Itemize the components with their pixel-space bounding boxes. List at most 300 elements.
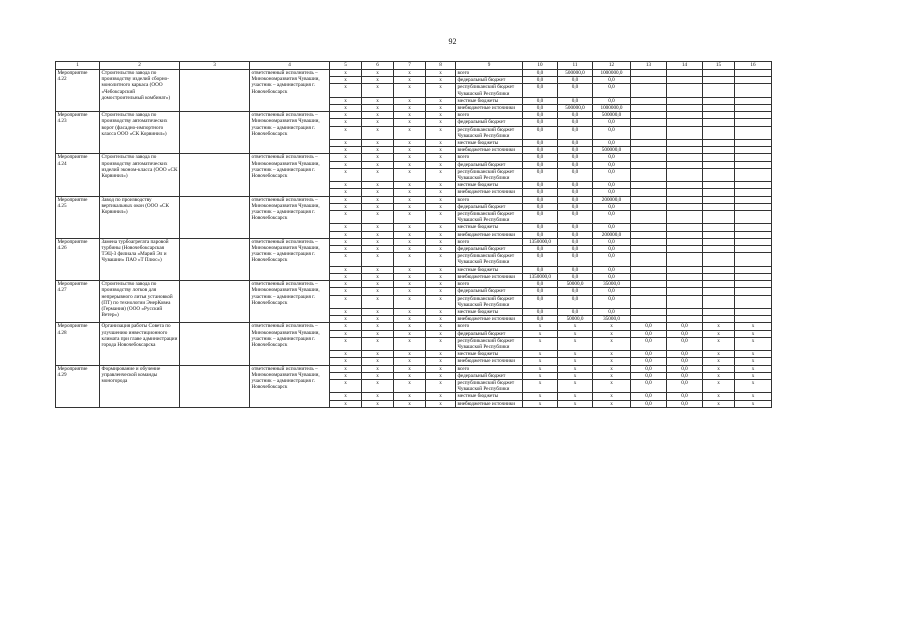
value-cell	[735, 266, 772, 273]
value-cell	[631, 308, 667, 315]
code-mark: х	[394, 112, 426, 119]
code-mark: х	[426, 295, 456, 308]
value-cell: 0,0	[593, 253, 631, 266]
value-cell: 0,0	[523, 154, 558, 161]
value-cell: 0,0	[593, 126, 631, 139]
code-mark: х	[394, 323, 426, 330]
code-mark: х	[330, 140, 362, 147]
value-cell	[735, 253, 772, 266]
code-mark: х	[330, 211, 362, 224]
code-mark: х	[394, 330, 426, 337]
value-cell: х	[593, 393, 631, 400]
value-cell: х	[735, 393, 772, 400]
value-cell: 0,0	[593, 84, 631, 97]
value-cell: х	[703, 393, 735, 400]
event-responsible: ответственный исполнитель – Минэкономразвития Чувашии, участник – администрация г. Новочебоксарск	[250, 112, 330, 154]
code-mark: х	[426, 372, 456, 379]
column-number-9: 9	[456, 62, 523, 70]
code-mark: х	[330, 288, 362, 295]
code-mark: х	[362, 119, 394, 126]
code-mark: х	[362, 295, 394, 308]
code-mark: х	[330, 308, 362, 315]
funding-source: местные бюджеты	[456, 393, 523, 400]
code-mark: х	[426, 119, 456, 126]
value-cell	[667, 126, 703, 139]
value-cell: 0,0	[558, 168, 593, 181]
code-mark: х	[330, 323, 362, 330]
table-row	[56, 196, 772, 203]
code-mark: х	[330, 112, 362, 119]
code-mark: х	[330, 168, 362, 181]
event-id: Мероприятие 4.23	[56, 112, 100, 154]
funding-source: федеральный бюджет	[456, 119, 523, 126]
value-cell: 0,0	[593, 154, 631, 161]
value-cell	[703, 77, 735, 84]
code-mark: х	[426, 189, 456, 196]
value-cell	[703, 253, 735, 266]
code-mark: х	[330, 196, 362, 203]
code-mark: х	[426, 196, 456, 203]
code-mark: х	[426, 105, 456, 112]
code-mark: х	[394, 246, 426, 253]
event-empty-col	[180, 196, 250, 238]
table-row	[56, 112, 772, 119]
value-cell: х	[523, 372, 558, 379]
value-cell: 1350000,0	[523, 273, 558, 280]
column-number-3: 3	[180, 62, 250, 70]
value-cell	[667, 203, 703, 210]
code-mark: х	[394, 266, 426, 273]
value-cell	[631, 84, 667, 97]
code-mark: х	[362, 372, 394, 379]
code-mark: х	[394, 253, 426, 266]
funding-source: всего	[456, 154, 523, 161]
funding-source: республиканский бюджет Чувашской Республики	[456, 84, 523, 97]
value-cell	[735, 224, 772, 231]
value-cell: 500000,0	[593, 147, 631, 154]
code-mark: х	[362, 323, 394, 330]
funding-source: всего	[456, 238, 523, 245]
value-cell	[667, 196, 703, 203]
event-name: Завод по производству вертикальных окон (ООО «СК Корвинил»)	[100, 196, 180, 238]
value-cell	[735, 70, 772, 77]
code-mark: х	[362, 246, 394, 253]
table-row	[56, 238, 772, 245]
value-cell: х	[558, 372, 593, 379]
code-mark: х	[394, 308, 426, 315]
value-cell	[667, 253, 703, 266]
code-mark: х	[394, 231, 426, 238]
value-cell	[703, 70, 735, 77]
value-cell	[735, 112, 772, 119]
funding-source: республиканский бюджет Чувашской Республики	[456, 168, 523, 181]
value-cell	[735, 77, 772, 84]
value-cell: х	[703, 372, 735, 379]
value-cell: 50000,0	[558, 281, 593, 288]
column-number-2: 2	[100, 62, 180, 70]
value-cell: 0,0	[558, 119, 593, 126]
value-cell: х	[593, 358, 631, 365]
value-cell	[631, 112, 667, 119]
code-mark: х	[394, 372, 426, 379]
code-mark: х	[394, 224, 426, 231]
value-cell	[735, 126, 772, 139]
value-cell: 0,0	[558, 308, 593, 315]
value-cell: 0,0	[523, 295, 558, 308]
code-mark: х	[330, 337, 362, 350]
value-cell: 0,0	[523, 140, 558, 147]
code-mark: х	[330, 351, 362, 358]
value-cell	[735, 161, 772, 168]
funding-source: внебюджетные источники	[456, 316, 523, 323]
value-cell	[667, 246, 703, 253]
event-id: Мероприятие 4.22	[56, 70, 100, 112]
value-cell: 0,0	[523, 316, 558, 323]
code-mark: х	[330, 77, 362, 84]
value-cell	[631, 126, 667, 139]
table-body	[56, 70, 772, 408]
column-number-16: 16	[735, 62, 772, 70]
value-cell: 0,0	[667, 379, 703, 392]
value-cell	[703, 266, 735, 273]
value-cell: х	[735, 323, 772, 330]
value-cell: 0,0	[667, 337, 703, 350]
value-cell	[667, 84, 703, 97]
value-cell: х	[703, 358, 735, 365]
value-cell	[667, 224, 703, 231]
value-cell: 0,0	[558, 273, 593, 280]
value-cell: 0,0	[593, 182, 631, 189]
code-mark: х	[426, 358, 456, 365]
code-mark: х	[330, 161, 362, 168]
value-cell: х	[593, 365, 631, 372]
value-cell	[631, 231, 667, 238]
value-cell: 0,0	[558, 126, 593, 139]
table-row	[56, 154, 772, 161]
value-cell: х	[523, 400, 558, 407]
value-cell	[703, 273, 735, 280]
value-cell: х	[735, 351, 772, 358]
event-name: Организация работы Совета по улучшению инвестиционного климата при главе администрации города Новочебоксарска	[100, 323, 180, 365]
code-mark: х	[394, 288, 426, 295]
event-name: Строительство завода по производству автоматических ворот (фасадно-импортного класса ООО «СК Корвинил»)	[100, 112, 180, 154]
code-mark: х	[426, 70, 456, 77]
funding-source: всего	[456, 281, 523, 288]
event-responsible: ответственный исполнитель – Минэкономразвития Чувашии, участник – администрация г. Новочебоксарск	[250, 238, 330, 280]
value-cell	[703, 168, 735, 181]
code-mark: х	[362, 211, 394, 224]
code-mark: х	[362, 168, 394, 181]
value-cell: 0,0	[558, 77, 593, 84]
code-mark: х	[394, 189, 426, 196]
value-cell	[667, 288, 703, 295]
funding-source: внебюджетные источники	[456, 273, 523, 280]
value-cell: 0,0	[631, 393, 667, 400]
funding-source: федеральный бюджет	[456, 203, 523, 210]
value-cell	[703, 281, 735, 288]
code-mark: х	[330, 97, 362, 104]
value-cell: 0,0	[593, 224, 631, 231]
code-mark: х	[426, 365, 456, 372]
code-mark: х	[394, 84, 426, 97]
column-number-14: 14	[667, 62, 703, 70]
value-cell	[703, 154, 735, 161]
code-mark: х	[426, 140, 456, 147]
value-cell	[631, 288, 667, 295]
code-mark: х	[394, 203, 426, 210]
code-mark: х	[394, 168, 426, 181]
value-cell: 0,0	[593, 273, 631, 280]
value-cell: 0,0	[558, 253, 593, 266]
value-cell: 0,0	[523, 203, 558, 210]
funding-source: внебюджетные источники	[456, 231, 523, 238]
value-cell: 0,0	[558, 140, 593, 147]
value-cell: 0,0	[593, 97, 631, 104]
code-mark: х	[426, 400, 456, 407]
value-cell: 0,0	[558, 246, 593, 253]
funding-source: местные бюджеты	[456, 351, 523, 358]
code-mark: х	[426, 273, 456, 280]
value-cell: х	[703, 400, 735, 407]
funding-source: местные бюджеты	[456, 97, 523, 104]
code-mark: х	[330, 365, 362, 372]
event-name: Строительство завода по производству изделий сборно-монолитного каркаса (ООО «Чебоксарский домостроительный комбинат»)	[100, 70, 180, 112]
value-cell	[667, 308, 703, 315]
code-mark: х	[426, 126, 456, 139]
value-cell: 35000,0	[593, 281, 631, 288]
code-mark: х	[394, 147, 426, 154]
event-empty-col	[180, 112, 250, 154]
code-mark: х	[362, 231, 394, 238]
value-cell: 0,0	[523, 196, 558, 203]
code-mark: х	[362, 400, 394, 407]
value-cell: 200000,0	[593, 231, 631, 238]
funding-source: внебюджетные источники	[456, 358, 523, 365]
value-cell	[735, 203, 772, 210]
value-cell	[631, 281, 667, 288]
value-cell: 35000,0	[593, 316, 631, 323]
code-mark: х	[362, 337, 394, 350]
column-number-10: 10	[523, 62, 558, 70]
code-mark: х	[362, 358, 394, 365]
event-name: Строительство завода по производству лотков для непрерывного литья установкой (ПТ) по технологии ЭнерКовеа (Германия) (ООО «Русский Ветер»)	[100, 281, 180, 323]
value-cell: 0,0	[523, 182, 558, 189]
code-mark: х	[330, 330, 362, 337]
value-cell	[735, 84, 772, 97]
value-cell: х	[703, 323, 735, 330]
code-mark: х	[362, 189, 394, 196]
value-cell	[703, 140, 735, 147]
value-cell	[667, 182, 703, 189]
value-cell	[667, 238, 703, 245]
value-cell: 0,0	[523, 288, 558, 295]
value-cell: 200000,0	[593, 196, 631, 203]
funding-source: внебюджетные источники	[456, 400, 523, 407]
code-mark: х	[330, 273, 362, 280]
value-cell: х	[593, 351, 631, 358]
code-mark: х	[394, 161, 426, 168]
value-cell: 0,0	[631, 372, 667, 379]
value-cell: 0,0	[523, 281, 558, 288]
code-mark: х	[330, 147, 362, 154]
code-mark: х	[362, 196, 394, 203]
value-cell	[667, 147, 703, 154]
code-mark: х	[330, 231, 362, 238]
value-cell: 0,0	[523, 168, 558, 181]
value-cell	[703, 147, 735, 154]
code-mark: х	[362, 253, 394, 266]
value-cell: х	[593, 372, 631, 379]
value-cell: х	[735, 372, 772, 379]
code-mark: х	[426, 154, 456, 161]
code-mark: х	[394, 77, 426, 84]
value-cell: 0,0	[558, 288, 593, 295]
code-mark: х	[362, 154, 394, 161]
value-cell: х	[735, 400, 772, 407]
value-cell: х	[523, 337, 558, 350]
value-cell	[631, 238, 667, 245]
funding-source: внебюджетные источники	[456, 147, 523, 154]
value-cell	[667, 295, 703, 308]
code-mark: х	[362, 147, 394, 154]
code-mark: х	[330, 379, 362, 392]
value-cell: 500000,0	[558, 105, 593, 112]
funding-source: федеральный бюджет	[456, 288, 523, 295]
value-cell: х	[523, 358, 558, 365]
value-cell	[667, 316, 703, 323]
value-cell: х	[593, 379, 631, 392]
value-cell: х	[593, 330, 631, 337]
code-mark: х	[330, 126, 362, 139]
code-mark: х	[330, 246, 362, 253]
value-cell: 0,0	[523, 112, 558, 119]
value-cell: 0,0	[667, 351, 703, 358]
code-mark: х	[362, 273, 394, 280]
code-mark: х	[362, 224, 394, 231]
value-cell	[703, 119, 735, 126]
value-cell	[735, 147, 772, 154]
value-cell	[703, 182, 735, 189]
value-cell	[735, 211, 772, 224]
funding-source: республиканский бюджет Чувашской Республики	[456, 295, 523, 308]
code-mark: х	[394, 154, 426, 161]
value-cell	[631, 246, 667, 253]
code-mark: х	[330, 266, 362, 273]
code-mark: х	[362, 140, 394, 147]
code-mark: х	[330, 253, 362, 266]
code-mark: х	[394, 281, 426, 288]
value-cell	[631, 266, 667, 273]
value-cell	[667, 70, 703, 77]
value-cell	[667, 112, 703, 119]
value-cell: 0,0	[667, 323, 703, 330]
funding-source: внебюджетные источники	[456, 105, 523, 112]
value-cell: 0,0	[593, 119, 631, 126]
page-number: 92	[448, 37, 457, 46]
value-cell: 0,0	[558, 211, 593, 224]
value-cell: 0,0	[558, 238, 593, 245]
value-cell: 50000,0	[558, 316, 593, 323]
column-number-7: 7	[394, 62, 426, 70]
code-mark: х	[330, 119, 362, 126]
event-id: Мероприятие 4.24	[56, 154, 100, 196]
funding-source: местные бюджеты	[456, 266, 523, 273]
code-mark: х	[362, 379, 394, 392]
value-cell	[631, 161, 667, 168]
code-mark: х	[394, 70, 426, 77]
value-cell	[703, 316, 735, 323]
event-empty-col	[180, 281, 250, 323]
funding-source: всего	[456, 112, 523, 119]
code-mark: х	[394, 196, 426, 203]
value-cell	[631, 154, 667, 161]
value-cell	[703, 211, 735, 224]
value-cell	[667, 231, 703, 238]
value-cell: х	[558, 351, 593, 358]
code-mark: х	[362, 97, 394, 104]
value-cell: х	[735, 365, 772, 372]
value-cell	[631, 119, 667, 126]
value-cell: х	[735, 358, 772, 365]
code-mark: х	[426, 308, 456, 315]
event-empty-col	[180, 323, 250, 365]
funding-source: республиканский бюджет Чувашской Республики	[456, 337, 523, 350]
value-cell	[631, 147, 667, 154]
code-mark: х	[362, 112, 394, 119]
value-cell: 0,0	[523, 253, 558, 266]
column-number-15: 15	[703, 62, 735, 70]
value-cell: 0,0	[631, 365, 667, 372]
value-cell: 0,0	[523, 266, 558, 273]
event-id: Мероприятие 4.26	[56, 238, 100, 280]
value-cell: х	[703, 379, 735, 392]
value-cell	[667, 266, 703, 273]
code-mark: х	[362, 70, 394, 77]
value-cell: 0,0	[523, 189, 558, 196]
funding-source: республиканский бюджет Чувашской Республики	[456, 211, 523, 224]
value-cell: х	[523, 330, 558, 337]
value-cell: 0,0	[593, 288, 631, 295]
value-cell: 0,0	[558, 189, 593, 196]
value-cell	[631, 211, 667, 224]
value-cell	[667, 105, 703, 112]
value-cell: х	[523, 393, 558, 400]
value-cell: х	[558, 337, 593, 350]
value-cell: 0,0	[523, 105, 558, 112]
value-cell	[735, 238, 772, 245]
value-cell: х	[703, 337, 735, 350]
code-mark: х	[394, 365, 426, 372]
event-id: Мероприятие 4.25	[56, 196, 100, 238]
value-cell: 0,0	[631, 323, 667, 330]
event-responsible: ответственный исполнитель – Минэкономразвития Чувашии, участник – администрация г. Новочебоксарск	[250, 323, 330, 365]
value-cell: х	[523, 365, 558, 372]
value-cell: 0,0	[523, 211, 558, 224]
table-row	[56, 323, 772, 330]
code-mark: х	[330, 203, 362, 210]
funding-source: республиканский бюджет Чувашской Республики	[456, 126, 523, 139]
code-mark: х	[426, 323, 456, 330]
value-cell: 1000000,0	[593, 105, 631, 112]
value-cell	[631, 273, 667, 280]
value-cell	[735, 97, 772, 104]
code-mark: х	[362, 203, 394, 210]
code-mark: х	[426, 224, 456, 231]
event-responsible: ответственный исполнитель – Минэкономразвития Чувашии, участник – администрация г. Новочебоксарск	[250, 70, 330, 112]
code-mark: х	[426, 211, 456, 224]
value-cell: х	[735, 330, 772, 337]
value-cell: 0,0	[558, 84, 593, 97]
